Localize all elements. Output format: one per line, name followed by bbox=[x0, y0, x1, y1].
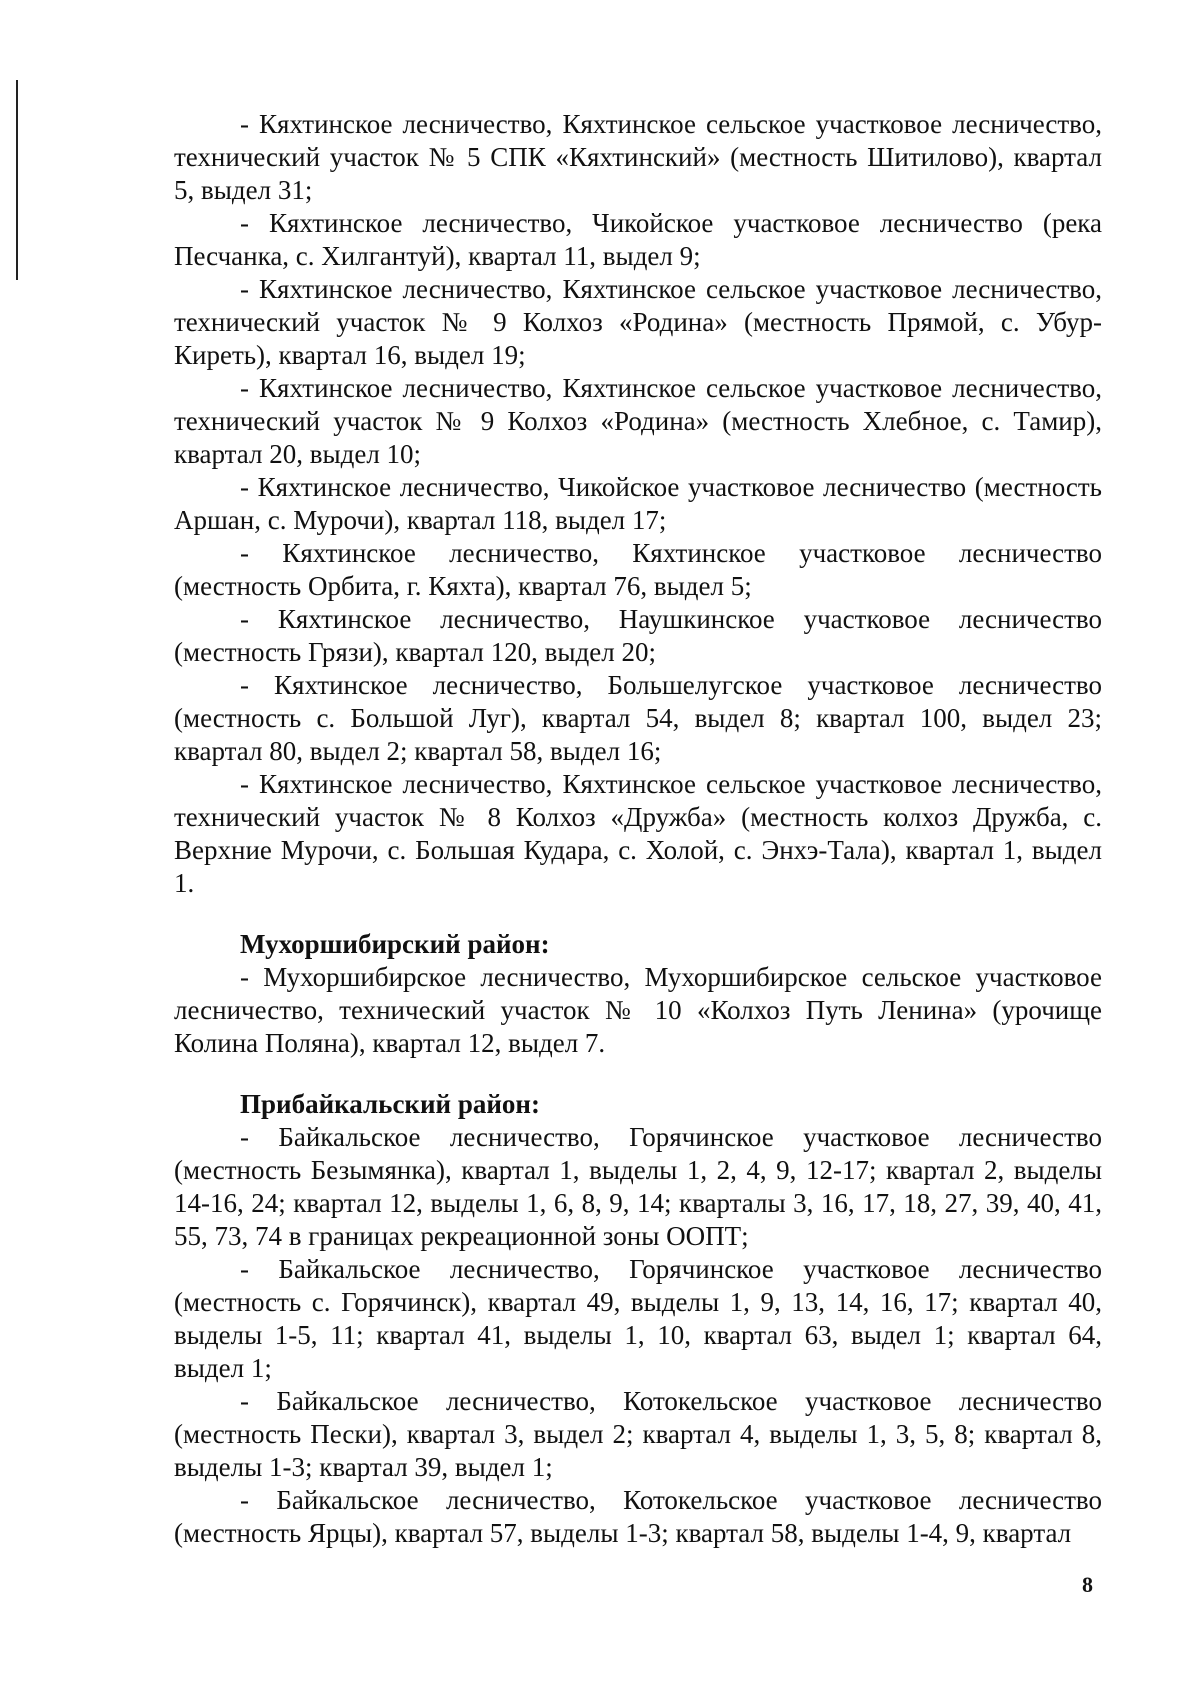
paragraph: - Мухоршибирское лесничество, Мухоршибирское сельское участковое лесничество, технический участок № 10 «Колхоз Путь Ленина» (урочище Колина Поляна), квартал 12, выдел 7. bbox=[174, 962, 1102, 1058]
section-heading: Прибайкальский район: bbox=[240, 1089, 540, 1119]
paragraph: - Байкальское лесничество, Горячинское участковое лесничество (местность с. Горячинск), квартал 49, выделы 1, 9, 13, 14, 16, 17; квартал 40, выделы 1-5, 11; квартал 41, выделы 1, 10, квартал 63, выдел 1; квартал 64, выдел 1; bbox=[174, 1254, 1102, 1383]
page-number: 8 bbox=[1082, 1572, 1093, 1597]
scan-margin-line bbox=[16, 80, 18, 280]
paragraph: - Кяхтинское лесничество, Кяхтинское сельское участковое лесничество, технический участок № 9 Колхоз «Родина» (местность Прямой, с. Убур-Киреть), квартал 16, выдел 19; bbox=[174, 274, 1102, 370]
paragraph: - Кяхтинское лесничество, Большелугское участковое лесничество (местность с. Большой Луг), квартал 54, выдел 8; квартал 100, выдел 23; квартал 80, выдел 2; квартал 58, выдел 16; bbox=[174, 670, 1102, 766]
paragraph: - Кяхтинское лесничество, Кяхтинское сельское участковое лесничество, технический участок № 8 Колхоз «Дружба» (местность колхоз Дружба, с. Верхние Мурочи, с. Большая Кудара, с. Холой, с. Энхэ-Тала), квартал 1, выдел 1. bbox=[174, 769, 1102, 898]
paragraph: - Байкальское лесничество, Котокельское участковое лесничество (местность Пески), квартал 3, выдел 2; квартал 4, выделы 1, 3, 5, 8; квартал 8, выделы 1-3; квартал 39, выдел 1; bbox=[174, 1386, 1102, 1482]
section-heading: Мухоршибирский район: bbox=[240, 929, 550, 959]
paragraph: - Кяхтинское лесничество, Кяхтинское участковое лесничество (местность Орбита, г. Кяхта), квартал 76, выдел 5; bbox=[174, 538, 1102, 601]
paragraph: - Байкальское лесничество, Горячинское участковое лесничество (местность Безымянка), квартал 1, выделы 1, 2, 4, 9, 12-17; квартал 2, выделы 14-16, 24; квартал 12, выделы 1, 6, 8, 9, 14; кварталы 3, 16, 17, 18, 27, 39, 40, 41, 55, 73, 74 в границах рекреационной зоны ООПТ; bbox=[174, 1122, 1102, 1251]
paragraph: - Кяхтинское лесничество, Чикойское участковое лесничество (река Песчанка, с. Хилгантуй), квартал 11, выдел 9; bbox=[174, 208, 1102, 271]
paragraph: - Кяхтинское лесничество, Чикойское участковое лесничество (местность Аршан, с. Мурочи), квартал 118, выдел 17; bbox=[174, 472, 1102, 535]
paragraph: - Байкальское лесничество, Котокельское участковое лесничество (местность Ярцы), квартал 57, выделы 1-3; квартал 58, выделы 1-4, 9, квартал bbox=[174, 1485, 1102, 1548]
paragraph: - Кяхтинское лесничество, Кяхтинское сельское участковое лесничество, технический участок № 5 СПК «Кяхтинский» (местность Шитилово), квартал 5, выдел 31; bbox=[174, 109, 1102, 205]
paragraph: - Кяхтинское лесничество, Кяхтинское сельское участковое лесничество, технический участок № 9 Колхоз «Родина» (местность Хлебное, с. Тамир), квартал 20, выдел 10; bbox=[174, 373, 1102, 469]
document-body bbox=[174, 108, 1102, 1550]
paragraph: - Кяхтинское лесничество, Наушкинское участковое лесничество (местность Грязи), квартал 120, выдел 20; bbox=[174, 604, 1102, 667]
